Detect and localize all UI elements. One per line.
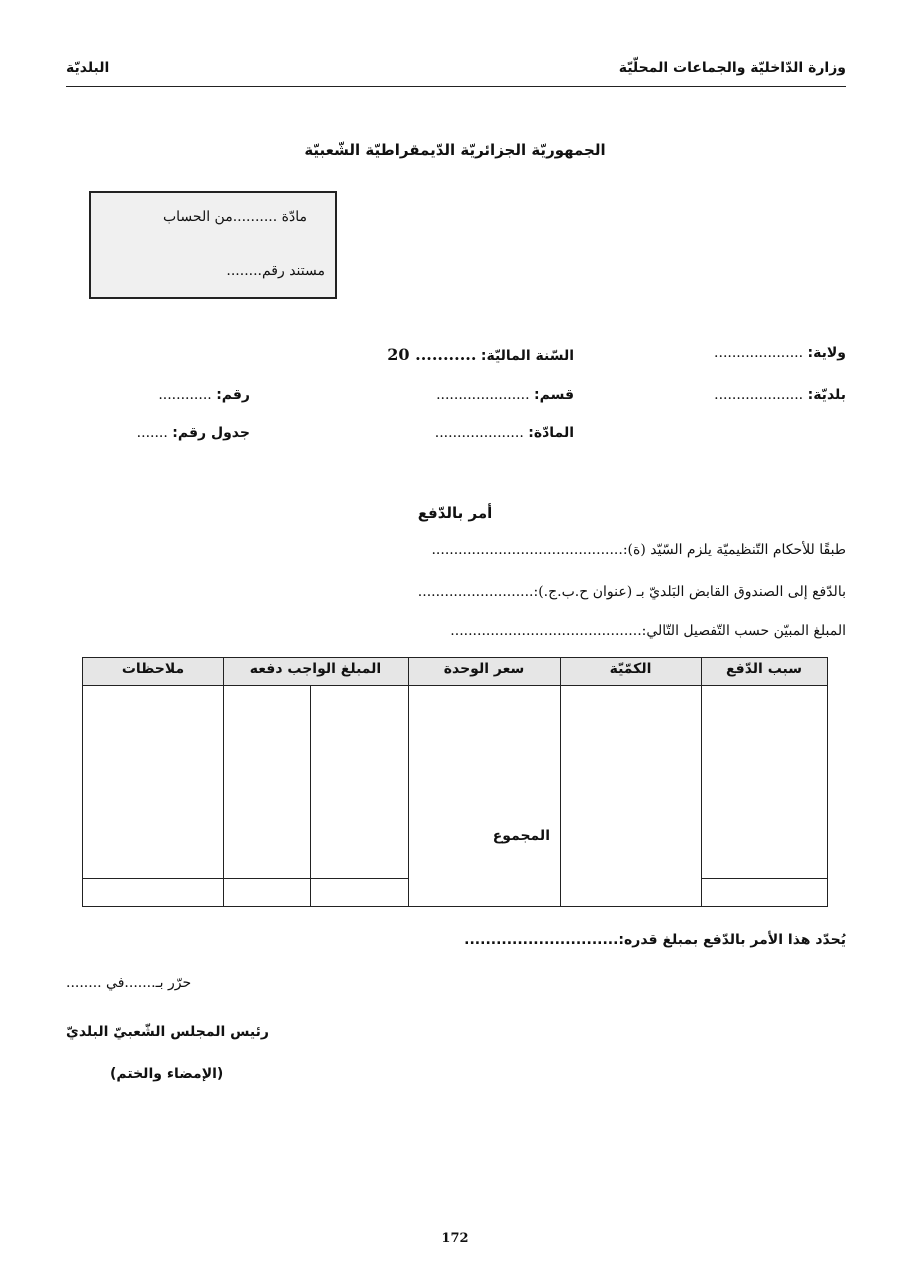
- document-number-line: مستند رقم........: [226, 263, 325, 279]
- total-row-divider: [223, 878, 408, 879]
- council-president: رئيس المجلس الشّعبيّ البلديّ: [66, 1024, 269, 1040]
- baladiya-value: ....................: [714, 387, 804, 403]
- header-remarks: ملاحظات: [121, 661, 185, 677]
- obligated-person-line: طبقًا للأحكام التّنظيميّة يلزم السّيّد (ة):...........................................: [431, 542, 846, 558]
- total-label: المجموع: [492, 828, 550, 844]
- section-label: قسم:: [534, 387, 574, 403]
- wilaya-value: ....................: [714, 345, 804, 361]
- payment-order-title: أمر بالدّفع: [417, 504, 493, 522]
- account-reference-box: [89, 191, 337, 299]
- column-divider: [701, 658, 702, 906]
- fiscal-year-field: [387, 345, 574, 364]
- article-label: المادّة:: [528, 425, 574, 441]
- page-number: 172: [441, 1231, 469, 1246]
- column-divider: [560, 658, 561, 906]
- schedule-value: .......: [136, 425, 168, 441]
- signature-stamp-label: (الإمضاء والختم): [110, 1066, 224, 1082]
- section-field: [436, 387, 574, 403]
- drawn-at-line: حرّر بـ.......في ........: [66, 975, 192, 991]
- header-amount-due: المبلغ الواجب دفعه: [249, 661, 382, 677]
- amount-detail-line: المبلغ المبيّن حسب التّفصيل التّالي:...........................................: [450, 623, 846, 639]
- header-reason: سبب الدّفع: [725, 661, 803, 677]
- baladiya-field: [714, 387, 846, 403]
- ministry-header: وزارة الدّاخليّة والجماعات المحلّيّة: [618, 60, 846, 76]
- number-value: ............: [158, 387, 212, 403]
- number-label: رقم:: [216, 387, 250, 403]
- column-divider: [408, 658, 409, 906]
- schedule-label: جدول رقم:: [172, 425, 250, 441]
- payment-table: [82, 657, 828, 907]
- article-value: ....................: [434, 425, 524, 441]
- republic-title: الجمهوريّة الجزائريّة الدّيمقراطيّة الشّعبيّة: [304, 141, 606, 159]
- fiscal-year-value: ........... 20: [387, 345, 477, 364]
- row-divider: [83, 878, 223, 879]
- baladiya-label: بلديّة:: [807, 387, 846, 403]
- column-divider: [223, 658, 224, 906]
- fiscal-year-label: السّنة الماليّة:: [480, 348, 574, 364]
- wilaya-field: [714, 345, 846, 361]
- schedule-field: [137, 425, 250, 441]
- account-article-line: مادّة ..........من الحساب: [162, 209, 307, 225]
- header-divider: [66, 86, 846, 87]
- header-unit-price: سعر الوحدة: [443, 661, 525, 677]
- row-divider: [701, 878, 827, 879]
- treasury-line: بالدّفع إلى الصندوق القابض البَلديّ بـ (عنوان ح.ب.ج.):..........................: [417, 584, 846, 600]
- header-quantity: الكمّيّة: [609, 661, 652, 677]
- amount-statement: يُحدّد هذا الأمر بالدّفع بمبلغ قدره:.............................: [464, 932, 846, 948]
- municipality-header: البلديّة: [66, 60, 110, 76]
- wilaya-label: ولاية:: [807, 345, 846, 361]
- column-subdivider: [310, 686, 311, 906]
- section-value: .....................: [436, 387, 530, 403]
- article-field: [435, 425, 574, 441]
- number-field: [158, 387, 250, 403]
